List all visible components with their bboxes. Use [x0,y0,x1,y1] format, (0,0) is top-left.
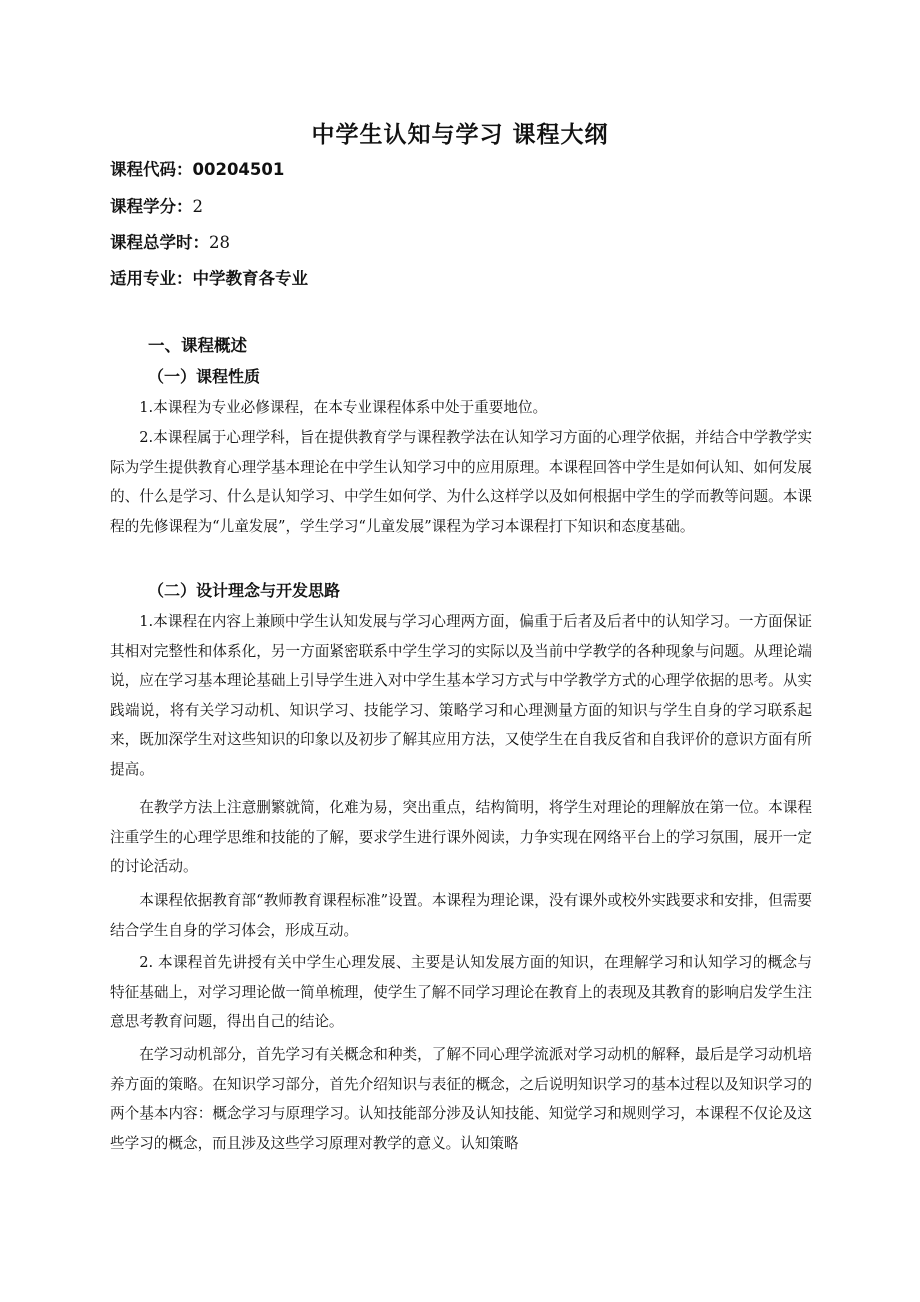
course-hours-line [110,230,230,256]
course-major-value: 中学教育各专业 [192,269,308,288]
course-hours-label: 课程总学时： [110,233,209,252]
course-major-label: 适用专业： [110,269,193,288]
course-code-label: 课程代码： [110,160,193,179]
course-code-line [110,157,284,183]
course-code-value: 00204501 [192,160,285,179]
course-credits-label: 课程学分： [110,197,193,216]
paragraph-nature-1: 1.本课程为专业必修课程，在本专业课程体系中处于重要地位。 [139,399,548,416]
subsection-heading-design: （二）设计理念与开发思路 [148,581,341,600]
course-hours-value: 28 [209,233,230,252]
paragraph-design-5: 在学习动机部分，首先学习有关概念和种类，了解不同心理学流派对学习动机的解释，最后是学习动机培养方面的策略。在知识学习部分，首先介绍知识与表征的概念，之后说明知识学习的基本过程以及知识学习的两个基本内容：概念学习与原理学习。认知技能部分涉及认知技能、知觉学习和规则学习，本课程不仅论及这些学习的概念，而且涉及这些学习原理对教学的意义。认知策略 [110,1046,812,1152]
course-credits-value: 2 [192,197,203,216]
course-credits-line [110,194,203,220]
paragraph-design-1: 1.本课程在内容上兼顾中学生认知发展与学习心理两方面，偏重于后者及后者中的认知学习。一方面保证其相对完整性和体系化，另一方面紧密联系中学生学习的实际以及当前中学教学的各种现象与问题。从理论端说，应在学习基本理论基础上引导学生进入对中学生基本学习方式与中学教学方式的心理学依据的思考。从实践端说，将有关学习动机、知识学习、技能学习、策略学习和心理测量方面的知识与学生自身的学习联系起来，既加深学生对这些知识的印象以及初步了解其应用方法，又使学生在自我反省和自我评价的意识方面有所提高。 [110,613,812,778]
page-title: 中学生认知与学习 课程大纲 [311,122,609,148]
paragraph-nature-2: 2.本课程属于心理学科，旨在提供教育学与课程教学法在认知学习方面的心理学依据，并结合中学教学实际为学生提供教育心理学基本理论在中学生认知学习中的应用原理。本课程回答中学生是如何认知、如何发展的、什么是学习、什么是认知学习、中学生如何学、为什么这样学以及如何根据中学生的学而教等问题。本课程的先修课程为“儿童发展”，学生学习“儿童发展”课程为学习本课程打下知识和态度基础。 [110,429,812,535]
paragraph-design-4: 2. 本课程首先讲授有关中学生心理发展、主要是认知发展方面的知识，在理解学习和认知学习的概念与特征基础上，对学习理论做一简单梳理，使学生了解不同学习理论在教育上的表现及其教育的影响启发学生注意思考教育问题，得出自己的结论。 [110,954,812,1031]
course-major-line [110,266,308,292]
section-heading-overview: 一、课程概述 [148,336,247,355]
paragraph-design-2: 在教学方法上注意删繁就简，化难为易，突出重点，结构简明，将学生对理论的理解放在第一位。本课程注重学生的心理学思维和技能的了解，要求学生进行课外阅读，力争实现在网络平台上的学习氛围，展开一定的讨论活动。 [110,799,812,876]
paragraph-design-3: 本课程依据教育部“教师教育课程标准”设置。本课程为理论课，没有课外或校外实践要求和安排，但需要结合学生自身的学习体会，形成互动。 [110,892,812,939]
subsection-heading-nature: （一）课程性质 [148,367,261,386]
